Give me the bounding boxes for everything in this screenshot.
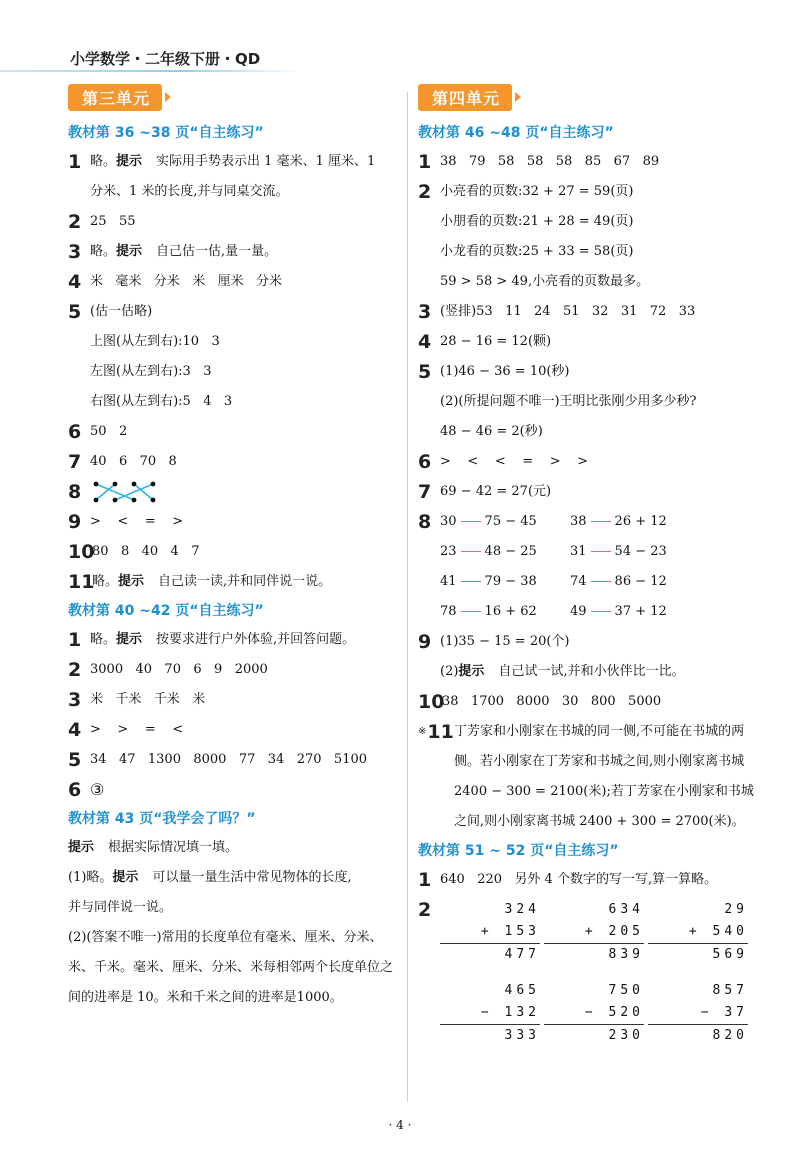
- question-item: [68, 745, 398, 775]
- section-title: 教材第 46 ~48 页“自主练习”: [418, 125, 614, 141]
- question-item: [418, 865, 758, 895]
- answer-text: 略。: [92, 574, 119, 589]
- vertical-calc: 750 − 520 230: [544, 980, 648, 1047]
- tip-label: 提示: [118, 574, 145, 589]
- tip-text: 实际用手势表示出 1 毫米、1 厘米、1: [156, 154, 376, 169]
- match-pair: 30 75 − 45: [440, 514, 537, 529]
- question-number: 3: [68, 689, 82, 711]
- question-item: [68, 537, 398, 567]
- question-item: [68, 507, 398, 537]
- column-divider: [407, 92, 408, 1102]
- tip-label: 提示: [68, 840, 95, 855]
- answer-text: 略。: [90, 244, 117, 259]
- match-pair: 74 86 − 12: [570, 574, 667, 589]
- question-item: [68, 685, 398, 715]
- vertical-calculations: [440, 899, 758, 1047]
- page-number: · 4 ·: [388, 1118, 412, 1132]
- answer-text: (1)35 − 15 = 20(个): [440, 634, 570, 649]
- answer-paragraph: 丁芳家和小刚家在书城的同一侧,不可能在书城的两侧。若小刚家在丁芳家和书城之间,则小刚家离书城 2400 − 300 = 2100(米);若丁芳家在小刚家和书城之间,则小刚家离书城 2400 + 300 = 2700(米)。: [454, 724, 754, 829]
- tip-label: 提示: [458, 664, 485, 679]
- answer-text: (1)46 − 36 = 10(秒): [440, 364, 570, 379]
- answer-text: 34 47 1300 8000 77 34 270 5100: [90, 752, 368, 767]
- page-header-title: 小学数学・二年级下册・QD: [70, 50, 261, 68]
- question-item: [418, 687, 758, 717]
- tip-text: 自己估一估,量一量。: [156, 244, 278, 259]
- question-item: [68, 237, 398, 267]
- question-number: 1: [68, 151, 82, 173]
- question-number: 8: [68, 481, 82, 503]
- section-title: 教材第 36 ~38 页“自主练习”: [68, 125, 264, 141]
- question-item: [68, 655, 398, 685]
- unit-badge-3: 第三单元: [68, 84, 162, 111]
- question-number: 10: [418, 691, 445, 713]
- answer-text: 上图(从左到右):10 3: [90, 334, 220, 349]
- question-number: 5: [418, 361, 432, 383]
- question-item: [418, 477, 758, 507]
- question-item: [68, 447, 398, 477]
- question-item: [418, 895, 758, 1047]
- paragraph: [68, 863, 398, 893]
- tip-text: 可以量一量生活中常见物体的长度,: [152, 870, 352, 885]
- vertical-calc: 465 − 132 333: [440, 980, 544, 1047]
- section-title: 教材第 51 ~ 52 页“自主练习”: [418, 843, 619, 859]
- question-number: 9: [418, 631, 432, 653]
- question-item: [68, 567, 398, 597]
- answer-text: 小朋看的页数:21 + 28 = 49(页): [440, 214, 634, 229]
- answer-text: (估一估略): [90, 304, 153, 319]
- tip-label: 提示: [116, 632, 143, 647]
- answer-text: 左图(从左到右):3 3: [90, 364, 212, 379]
- question-number: 8: [418, 511, 432, 533]
- answer-text: 米 千米 千米 米: [90, 692, 206, 707]
- match-pair: 23 48 − 25: [440, 544, 537, 559]
- question-item: [418, 327, 758, 357]
- answer-text: 略。: [90, 154, 117, 169]
- answer-text: 50 2: [90, 424, 128, 439]
- question-item: [418, 177, 758, 297]
- answer-text: ③: [90, 780, 105, 799]
- section-title: 教材第 43 页“我学会了吗？”: [68, 811, 256, 827]
- answer-text: > < = >: [90, 514, 184, 529]
- unit-badge-4: 第四单元: [418, 84, 512, 111]
- question-number: 1: [68, 629, 82, 651]
- vertical-calc: 324 + 153 477: [440, 899, 544, 966]
- question-number: 6: [68, 421, 82, 443]
- answer-text: 3000 40 70 6 9 2000: [90, 662, 268, 677]
- answer-text: 28 − 16 = 12(颗): [440, 334, 552, 349]
- answer-text: 59 > 58 > 49,小亮看的页数最多。: [440, 274, 650, 289]
- question-item: [418, 357, 758, 447]
- match-pair: 38 26 + 12: [570, 514, 667, 529]
- question-number: 4: [418, 331, 432, 353]
- answer-text: > > = <: [90, 722, 184, 737]
- tip-text: 自己试一试,并和小伙伴比一比。: [498, 664, 685, 679]
- paragraph: [68, 833, 398, 863]
- match-pair: 41 79 − 38: [440, 574, 537, 589]
- question-item: [418, 297, 758, 327]
- answer-text: 640 220 另外 4 个数字的写一写,算一算略。: [440, 872, 718, 887]
- vertical-calc: 634 + 205 839: [544, 899, 648, 966]
- answer-text: 25 55: [90, 214, 136, 229]
- answer-text: (1)略。: [68, 870, 113, 885]
- answer-text: 48 − 46 = 2(秒): [440, 424, 543, 439]
- question-number: 3: [68, 241, 82, 263]
- tip-text: 按要求进行户外体验,并回答问题。: [156, 632, 356, 647]
- answer-text: 略。: [90, 632, 117, 647]
- question-number: 9: [68, 511, 82, 533]
- answer-text: 40 6 70 8: [90, 454, 177, 469]
- question-number: 7: [68, 451, 82, 473]
- answer-text: 小亮看的页数:32 + 27 = 59(页): [440, 184, 634, 199]
- question-number: 11: [68, 571, 95, 593]
- question-item: [418, 447, 758, 477]
- question-number: 6: [418, 451, 432, 473]
- question-number: 3: [418, 301, 432, 323]
- question-item: [68, 775, 398, 805]
- question-item: [68, 267, 398, 297]
- question-number: 5: [68, 749, 82, 771]
- answer-text: 米 毫米 分米 米 厘米 分米: [90, 274, 282, 289]
- question-item: [68, 477, 398, 507]
- question-item: [68, 715, 398, 745]
- question-number: 6: [68, 779, 82, 801]
- answer-text: 69 − 42 = 27(元): [440, 484, 552, 499]
- tip-label: 提示: [116, 244, 143, 259]
- answer-text: (2): [440, 664, 459, 679]
- question-number: 4: [68, 719, 82, 741]
- tip-label: 提示: [112, 870, 139, 885]
- section-title: 教材第 40 ~42 页“自主练习”: [68, 603, 264, 619]
- match-pair: 49 37 + 12: [570, 604, 667, 619]
- question-number: 1: [418, 869, 432, 891]
- answer-text: 并与同伴说一说。: [68, 900, 173, 915]
- question-item: [418, 147, 758, 177]
- question-number: 5: [68, 301, 82, 323]
- answer-text: (2)(所提问题不唯一)王明比张刚少用多少秒?: [440, 394, 697, 409]
- matching-pairs: [440, 507, 758, 627]
- answer-text: 38 79 58 58 58 85 67 89: [440, 154, 660, 169]
- answer-text: (竖排)53 11 24 51 32 31 72 33: [440, 304, 696, 319]
- left-column: [68, 84, 398, 1013]
- question-number: 2: [418, 181, 432, 203]
- question-item: [68, 147, 398, 207]
- answer-text: > < < = > >: [440, 454, 589, 469]
- question-item: [68, 207, 398, 237]
- right-column: [418, 84, 758, 1047]
- question-item: [68, 297, 398, 417]
- dot-matching-diagram: [90, 479, 170, 505]
- question-number: 2: [418, 899, 432, 921]
- question-item: [68, 417, 398, 447]
- answer-text: 小龙看的页数:25 + 33 = 58(页): [440, 244, 634, 259]
- answer-paragraph: (2)(答案不唯一)常用的长度单位有毫米、厘米、分米、米、千米。毫米、厘米、分米、米每相邻两个长度单位之间的进率是 10。米和千米之间的进率是1000。: [68, 930, 394, 1005]
- question-item: [418, 507, 758, 627]
- question-number: 7: [418, 481, 432, 503]
- question-item: [418, 627, 758, 687]
- tip-text: 根据实际情况填一填。: [108, 840, 239, 855]
- question-item: [68, 625, 398, 655]
- match-pair: 31 54 − 23: [570, 544, 667, 559]
- question-number: 2: [68, 659, 82, 681]
- question-number: ※11: [418, 721, 454, 743]
- vertical-calc: 29 + 540 569: [648, 899, 752, 966]
- answer-text: 38 1700 8000 30 800 5000: [442, 694, 662, 709]
- question-number: 10: [68, 541, 95, 563]
- question-number: 2: [68, 211, 82, 233]
- question-item: [418, 717, 758, 837]
- optional-star-icon: ※: [418, 726, 427, 737]
- answer-text: 80 8 40 4 7: [92, 544, 200, 559]
- tip-text: 自己读一读,并和同伴说一说。: [158, 574, 332, 589]
- match-pair: 78 16 + 62: [440, 604, 537, 619]
- question-number: 4: [68, 271, 82, 293]
- header-rule: [0, 70, 300, 72]
- answer-text: 分米、1 米的长度,并与同桌交流。: [90, 184, 289, 199]
- tip-label: 提示: [116, 154, 143, 169]
- vertical-calc: 857 − 37 820: [648, 980, 752, 1047]
- question-number: 1: [418, 151, 432, 173]
- answer-text: 右图(从左到右):5 4 3: [90, 394, 233, 409]
